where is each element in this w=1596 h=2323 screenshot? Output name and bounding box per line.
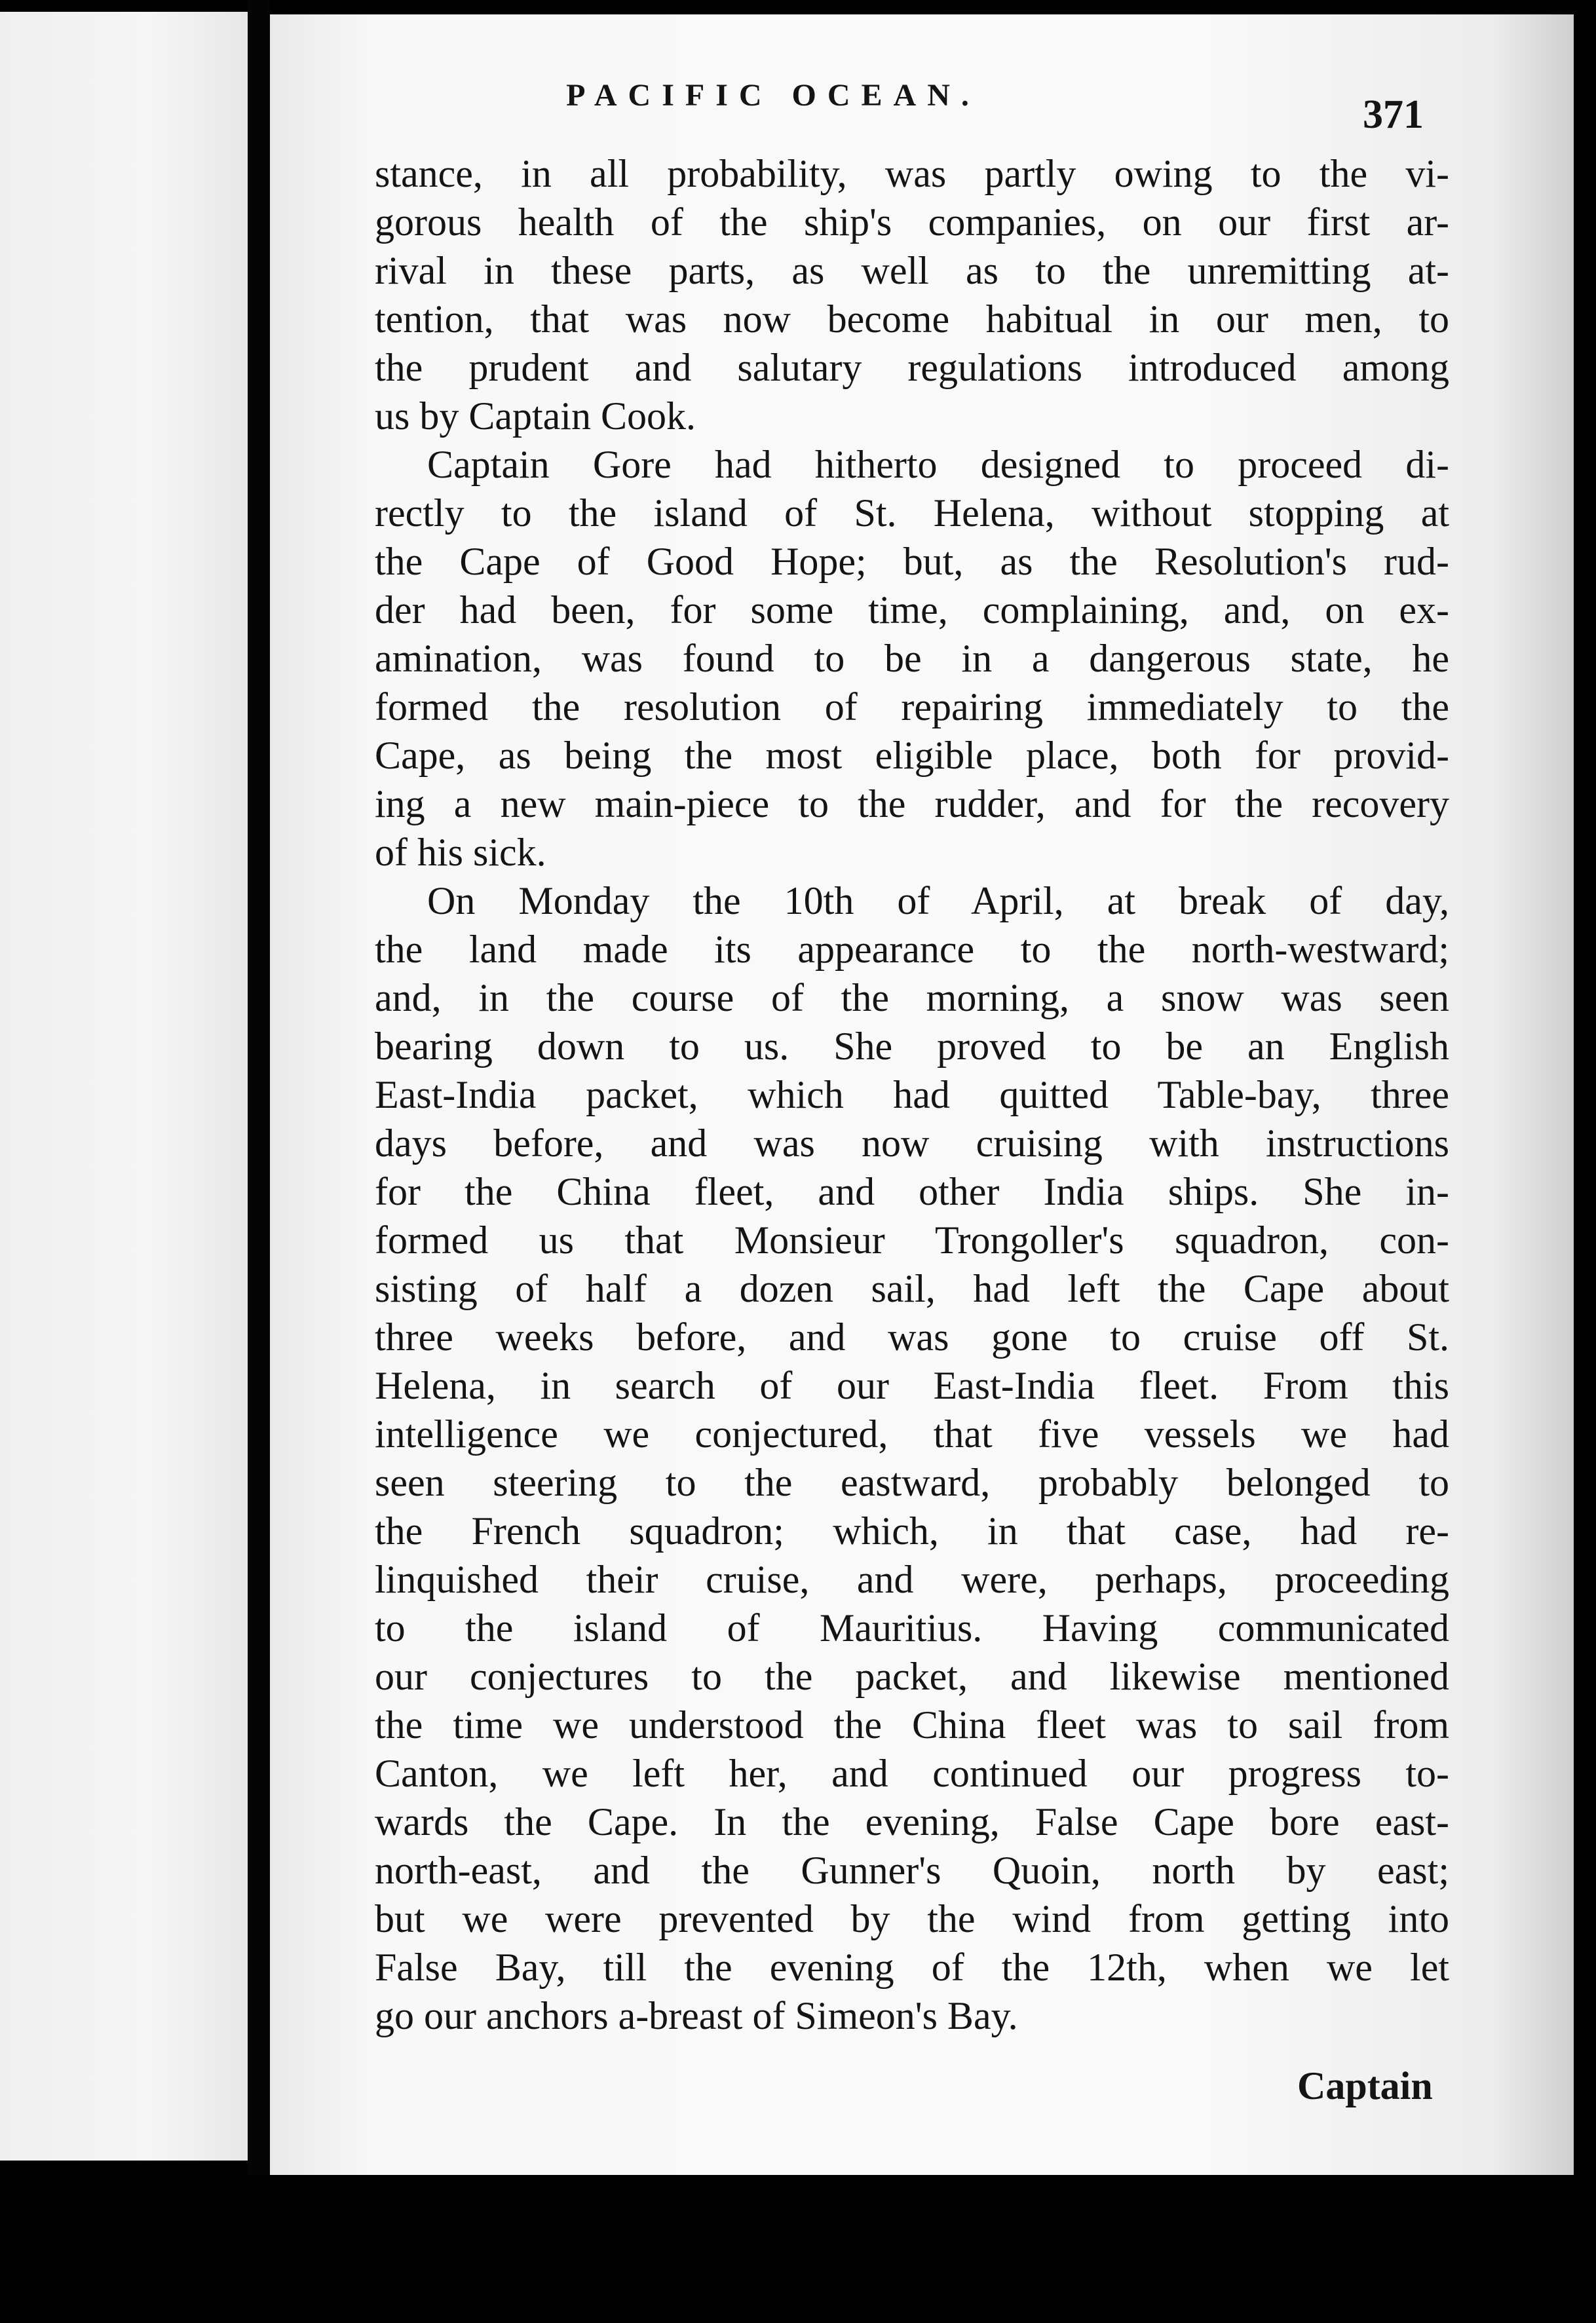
text-line: of his sick. <box>375 831 546 874</box>
text-line: rectly to the island of St. Helena, without stopping at <box>375 491 1449 535</box>
text-line: intelligence we conjectured, that five vessels we had <box>375 1412 1449 1456</box>
text-line: and, in the course of the morning, a snow was seen <box>375 976 1449 1019</box>
scan-border-bottom <box>0 2175 1596 2323</box>
text-line: wards the Cape. In the evening, False Cape bore east- <box>375 1800 1449 1843</box>
scan-border-right <box>1574 0 1596 2323</box>
text-line: the French squadron; which, in that case, had re- <box>375 1509 1449 1553</box>
text-line: Captain Gore had hitherto designed to proceed di- <box>427 443 1449 486</box>
text-line: East-India packet, which had quitted Table-bay, three <box>375 1073 1449 1116</box>
text-line: der had been, for some time, complaining, and, on ex- <box>375 588 1449 632</box>
text-line: sisting of half a dozen sail, had left the Cape about <box>375 1267 1449 1310</box>
text-line: False Bay, till the evening of the 12th, when we let <box>375 1946 1449 1989</box>
text-line: gorous health of the ship's companies, on our first ar- <box>375 200 1449 244</box>
text-line: seen steering to the eastward, probably belonged to <box>375 1461 1449 1504</box>
text-line: linquished their cruise, and were, perhaps, proceeding <box>375 1558 1449 1601</box>
text-line: days before, and was now cruising with instructions <box>375 1122 1449 1165</box>
text-line: the prudent and salutary regulations introduced among <box>375 346 1449 389</box>
page-number: 371 <box>1363 92 1424 137</box>
text-line: Canton, we left her, and continued our progress to- <box>375 1752 1449 1795</box>
text-line: On Monday the 10th of April, at break of day, <box>427 879 1449 922</box>
catchword: Captain <box>1297 2064 1433 2107</box>
text-line: north-east, and the Gunner's Quoin, north by east; <box>375 1849 1449 1892</box>
text-line: the land made its appearance to the north-westward; <box>375 928 1449 971</box>
text-line: formed the resolution of repairing immediately to the <box>375 685 1449 728</box>
text-line: tention, that was now become habitual in our men, to <box>375 297 1449 341</box>
text-line: our conjectures to the packet, and likewise mentioned <box>375 1655 1449 1698</box>
book-gutter <box>248 0 270 2323</box>
text-line: for the China fleet, and other India ships. She in- <box>375 1170 1449 1213</box>
text-line: amination, was found to be in a dangerous state, he <box>375 637 1449 680</box>
body-text <box>375 149 1449 2040</box>
text-line: but we were prevented by the wind from getting into <box>375 1897 1449 1940</box>
text-line: formed us that Monsieur Trongoller's squadron, con- <box>375 1218 1449 1262</box>
facing-page-left <box>0 12 248 2161</box>
text-line: Cape, as being the most eligible place, both for provid- <box>375 734 1449 777</box>
text-line: go our anchors a-breast of Simeon's Bay. <box>375 1994 1018 2037</box>
text-line: us by Captain Cook. <box>375 394 696 438</box>
text-line: the Cape of Good Hope; but, as the Resolution's rud- <box>375 540 1449 583</box>
text-line: three weeks before, and was gone to cruise off St. <box>375 1315 1449 1359</box>
text-line: the time we understood the China fleet was to sail from <box>375 1703 1449 1747</box>
text-line: rival in these parts, as well as to the unremitting at- <box>375 249 1449 292</box>
running-head: PACIFIC OCEAN. <box>566 78 980 113</box>
text-line: ing a new main-piece to the rudder, and for the recovery <box>375 782 1449 825</box>
text-line: stance, in all probability, was partly owing to the vi- <box>375 152 1449 195</box>
text-line: Helena, in search of our East-India fleet. From this <box>375 1364 1449 1407</box>
text-line: bearing down to us. She proved to be an English <box>375 1025 1449 1068</box>
text-line: to the island of Mauritius. Having communicated <box>375 1606 1449 1650</box>
